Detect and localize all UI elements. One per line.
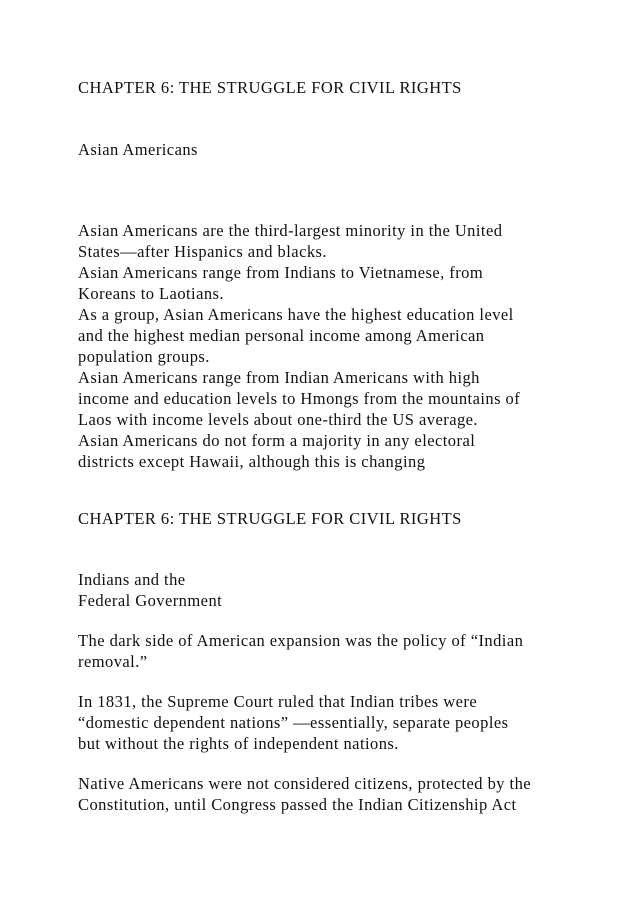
section-title: Federal Government	[78, 591, 223, 610]
paragraph-line: but without the rights of independent nations.	[78, 734, 399, 753]
body-line: Asian Americans are the third-largest minority in the United	[78, 221, 503, 240]
body-line: Asian Americans range from Indians to Vietnamese, from	[78, 263, 484, 282]
body-line: Laos with income levels about one-third the US average.	[78, 410, 479, 429]
body-line: and the highest median personal income among American	[78, 326, 485, 345]
body-line: Koreans to Laotians.	[78, 284, 225, 303]
section-title: Asian Americans	[78, 140, 198, 159]
body-line: As a group, Asian Americans have the highest education level	[78, 305, 514, 324]
body-line: population groups.	[78, 347, 210, 366]
paragraph-line: Native Americans were not considered citizens, protected by the	[78, 774, 532, 793]
paragraph-line: In 1831, the Supreme Court ruled that Indian tribes were	[78, 692, 478, 711]
body-line: income and education levels to Hmongs from the mountains of	[78, 389, 521, 408]
body-line: States—after Hispanics and blacks.	[78, 242, 327, 261]
section-title: Indians and the	[78, 570, 186, 589]
body-line: Asian Americans do not form a majority in any electoral	[78, 431, 476, 450]
body-line: Asian Americans range from Indian Americans with high	[78, 368, 480, 387]
paragraph-line: Constitution, until Congress passed the Indian Citizenship Act	[78, 795, 517, 814]
paragraph-line: The dark side of American expansion was the policy of “Indian	[78, 631, 524, 650]
chapter-heading: CHAPTER 6: THE STRUGGLE FOR CIVIL RIGHTS	[78, 509, 462, 528]
body-line: districts except Hawaii, although this is changing	[78, 452, 426, 471]
paragraph-line: “domestic dependent nations” —essentially, separate peoples	[78, 713, 509, 732]
paragraph-line: removal.”	[78, 652, 148, 671]
chapter-heading: CHAPTER 6: THE STRUGGLE FOR CIVIL RIGHTS	[78, 78, 462, 97]
